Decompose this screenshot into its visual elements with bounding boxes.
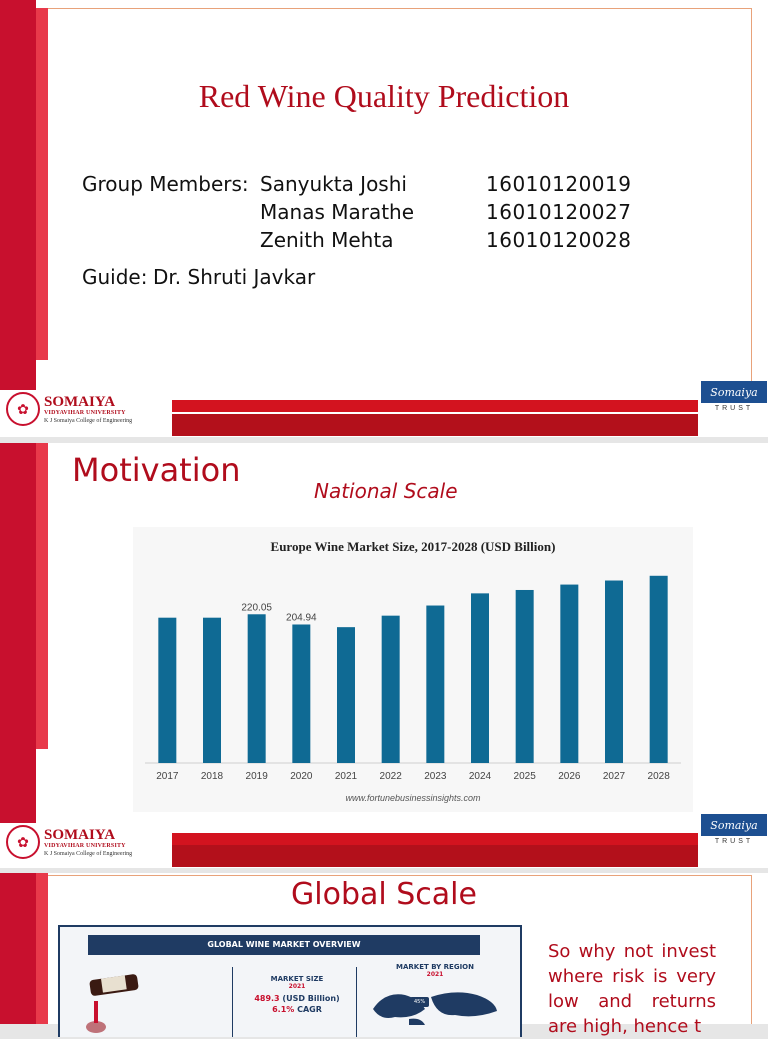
- trust-script: Somaiya: [701, 814, 767, 836]
- market-region-label: MARKET BY REGION: [396, 963, 474, 971]
- slide-frame-top: [48, 875, 752, 876]
- market-region-block: [360, 963, 510, 1005]
- guide-name: Dr. Shruti Javkar: [153, 265, 316, 289]
- member-name: Sanyukta Joshi: [260, 172, 407, 196]
- x-tick-label: 2020: [290, 771, 313, 782]
- chart-source: www.fortunebusinessinsights.com: [345, 793, 481, 803]
- x-tick-label: 2027: [602, 771, 626, 782]
- market-region-year: 2021: [426, 971, 444, 978]
- university-name: SOMAIYA: [44, 826, 116, 843]
- x-tick-label: 2021: [334, 771, 358, 782]
- guide-label: Guide:: [82, 265, 148, 289]
- x-tick-label: 2023: [424, 771, 447, 782]
- x-tick-label: 2019: [245, 771, 268, 782]
- bar-2027: [605, 581, 623, 763]
- global-scale-slide: [0, 873, 768, 1037]
- member-roll: 16010120028: [486, 228, 632, 252]
- slide-title: Red Wine Quality Prediction: [198, 78, 570, 114]
- bar-2025: [516, 590, 534, 763]
- market-size-label: MARKET SIZE: [270, 975, 324, 983]
- market-overview-card: [58, 925, 522, 1037]
- data-label-2019: 220.05: [241, 602, 272, 614]
- invest-text: So why not invest where risk is very low and returns are high, hence t: [548, 941, 716, 1037]
- college-name: K J Somaiya College of Engineering: [44, 417, 133, 424]
- card-divider: [232, 967, 233, 1037]
- university-logo: [6, 392, 132, 426]
- card-title: GLOBAL WINE MARKET OVERVIEW: [88, 935, 480, 955]
- slide-accent-band-light: [36, 8, 48, 360]
- slide-title: Global Scale: [291, 877, 477, 912]
- data-label-2020: 204.94: [286, 612, 317, 624]
- bar-2026: [560, 585, 578, 763]
- cagr-value: 6.1% CAGR: [272, 1005, 322, 1014]
- bar-2019: [248, 614, 266, 763]
- slide-accent-band: [0, 0, 36, 390]
- world-map-icon: [365, 985, 505, 1025]
- footer-bar-dark: [172, 414, 698, 436]
- bar-2023: [426, 606, 444, 763]
- group-members-label: Group Members:: [82, 172, 249, 196]
- europe-wine-chart: [133, 527, 693, 812]
- x-tick-label: 2018: [200, 771, 224, 782]
- motivation-slide: [0, 443, 768, 868]
- x-tick-label: 2026: [558, 771, 581, 782]
- slide-title: Motivation: [72, 451, 241, 489]
- footer-bar-dark: [172, 845, 698, 867]
- bar-2024: [471, 593, 489, 763]
- member-name: Manas Marathe: [260, 200, 415, 224]
- market-size-year: 2021: [288, 983, 306, 990]
- bar-2017: [158, 618, 176, 763]
- trust-logo: [700, 814, 768, 845]
- chart-title: Europe Wine Market Size, 2017-2028 (USD Billion): [270, 539, 556, 554]
- university-name: SOMAIYA: [44, 393, 116, 410]
- member-roll: 16010120027: [486, 200, 632, 224]
- region-pct-badge: 45%: [410, 997, 429, 1007]
- university-sub: VIDYAVIHAR UNIVERSITY: [44, 842, 126, 849]
- wine-bottle-icon: [80, 967, 140, 1037]
- college-name: K J Somaiya College of Engineering: [44, 850, 133, 857]
- bar-2021: [337, 627, 355, 763]
- member-roll: 16010120019: [486, 172, 632, 196]
- slide-subtitle: National Scale: [314, 479, 458, 503]
- chart-plot: [133, 527, 693, 787]
- x-tick-label: 2024: [468, 771, 492, 782]
- footer-bar: [172, 400, 698, 412]
- bar-2020: [292, 624, 310, 763]
- x-tick-label: 2028: [647, 771, 670, 782]
- university-logo: [6, 825, 132, 859]
- market-size-value: 489.3 (USD Billion): [254, 994, 340, 1003]
- trust-script: Somaiya: [701, 381, 767, 403]
- university-seal-icon: ✿: [6, 392, 40, 426]
- slide-accent-band: [0, 443, 36, 823]
- market-size-block: [238, 975, 356, 1014]
- x-tick-label: 2022: [379, 771, 402, 782]
- university-sub: VIDYAVIHAR UNIVERSITY: [44, 409, 126, 416]
- member-name: Zenith Mehta: [260, 228, 394, 252]
- university-seal-icon: ✿: [6, 825, 40, 859]
- trust-word: TRUST: [714, 838, 754, 845]
- x-tick-label: 2017: [156, 771, 179, 782]
- slide-accent-band-light: [36, 443, 48, 749]
- trust-logo: [700, 381, 768, 412]
- title-slide: [0, 0, 768, 437]
- bar-2022: [382, 616, 400, 763]
- bar-2018: [203, 618, 221, 763]
- x-tick-label: 2025: [513, 771, 536, 782]
- slide-frame-top: [48, 8, 752, 9]
- bar-2028: [650, 576, 668, 763]
- card-divider: [356, 967, 357, 1037]
- trust-word: TRUST: [714, 405, 754, 412]
- slide-frame-right: [751, 8, 752, 388]
- footer-bar: [172, 833, 698, 845]
